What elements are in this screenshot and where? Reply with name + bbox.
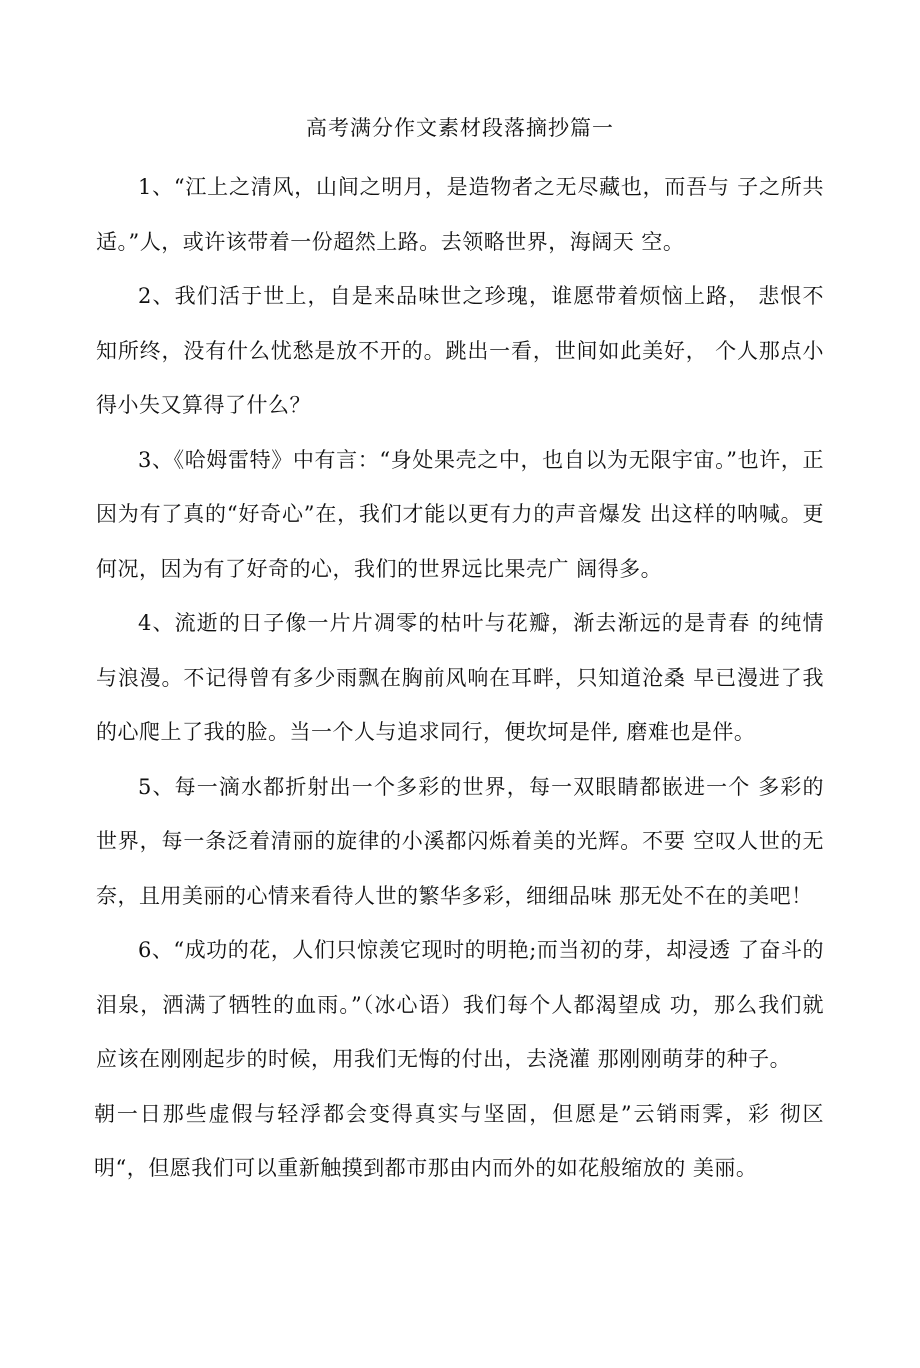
paragraph-3: 3、《哈姆雷特》中有言：“身处果壳之中，也自以为无限宇宙。”也许，正因为有了真的“好奇心”在，我们才能以更有力的声音爆发 出这样的呐喊。更何况，因为有了好奇的心，我们的世界远比果壳广 阔得多。 [96, 447, 824, 581]
paragraph-1: 1、“江上之清风，山间之明月，是造物者之无尽藏也，而吾与 子之所共适。”人，或许该带着一份超然上路。去领略世界，海阔天 空。 [96, 175, 824, 254]
paragraph-6: 6、“成功的花，人们只惊羡它现时的明艳;而当初的芽，却浸透 了奋斗的泪泉，洒满了牺牲的血雨。”（冰心语）我们每个人都渴望成 功，那么我们就应该在刚刚起步的时候，用我们无悔的付出，去浇灌 那刚刚萌芽的种子。 [96, 938, 824, 1071]
paragraph-5: 5、每一滴水都折射出一个多彩的世界，每一双眼睛都嵌进一个 多彩的世界，每一条泛着清丽的旋律的小溪都闪烁着美的光辉。不要 空叹人世的无奈，且用美丽的心情来看待人世的繁华多彩，细细品味 那无处不在的美吧！ [96, 774, 824, 908]
closing-paragraph: 朝一日那些虚假与轻浮都会变得真实与坚固，但愿是”云销雨霁，彩 彻区明“，但愿我们可以重新触摸到都市那由内而外的如花般缩放的 美丽。 [94, 1101, 824, 1180]
paragraph-2: 2、我们活于世上，自是来品味世之珍瑰，谁愿带着烦恼上路， 悲恨不知所终，没有什么忧愁是放不开的。跳出一看，世间如此美好， 个人那点小得小失又算得了什么？ [96, 284, 824, 417]
paragraph-4: 4、流逝的日子像一片片凋零的枯叶与花瓣，渐去渐远的是青春 的纯情与浪漫。不记得曾有多少雨飘在胸前风响在耳畔，只知道沧桑 早已漫进了我的心爬上了我的脸。当一个人与追求同行，便坎坷是伴, 磨难也是伴。 [96, 611, 824, 744]
document-title: 高考满分作文素材段落摘抄篇一 [306, 116, 614, 140]
